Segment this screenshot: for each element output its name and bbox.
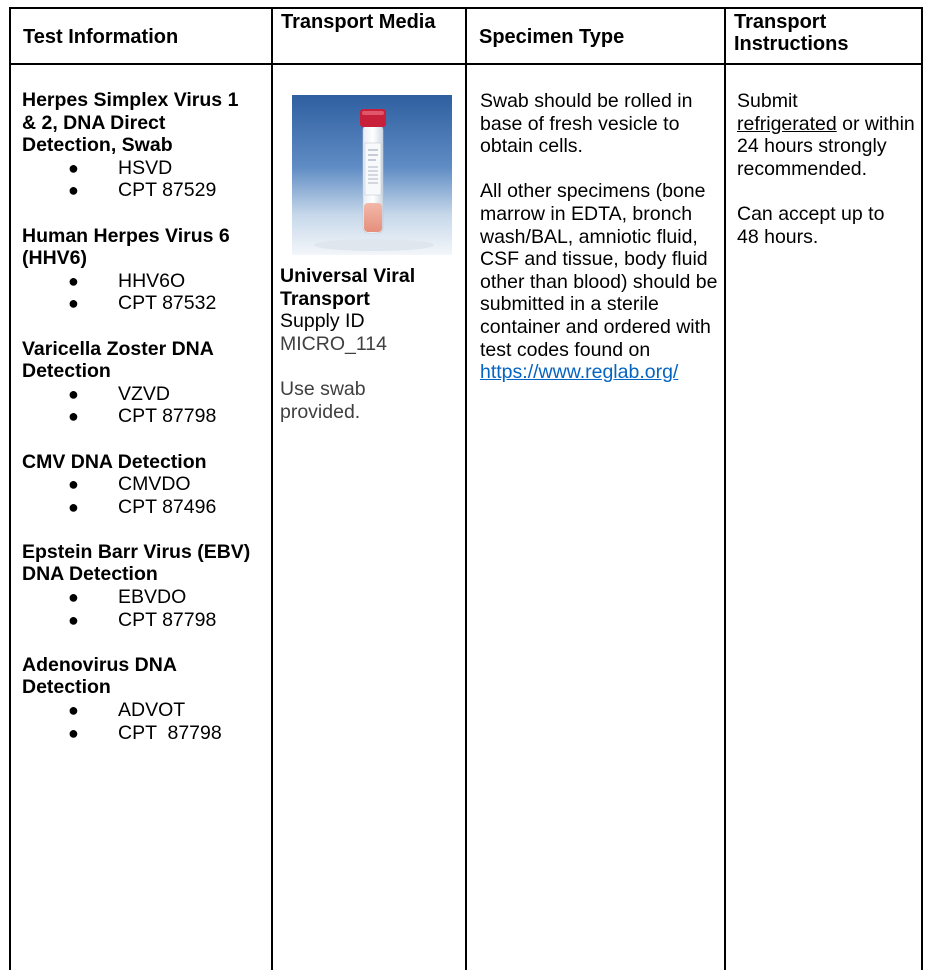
test-code: VZVD <box>118 382 171 405</box>
supply-id-value: MICRO_114 <box>280 332 387 355</box>
list-item <box>22 405 265 428</box>
viral-transport-tube-icon <box>292 95 452 255</box>
test-information-cell <box>10 64 272 970</box>
cpt-code: CPT 87798 <box>118 608 217 631</box>
header-test-information: Test Information <box>10 8 272 64</box>
list-item <box>22 473 265 496</box>
bullet-icon: ● <box>68 722 79 743</box>
specimen-type-cell <box>466 64 725 970</box>
test-entry <box>22 89 265 202</box>
specimen-instruction-swab: Swab should be rolled in base of fresh vesicle to obtain cells. <box>480 90 693 158</box>
list-item <box>22 609 265 632</box>
refrigerated-text: refrigerated <box>737 112 837 135</box>
bullet-icon: ● <box>68 474 79 495</box>
transport-table <box>9 7 923 970</box>
bullet-icon: ● <box>68 700 79 721</box>
test-title: Adenovirus DNA Detection <box>22 653 177 699</box>
bullet-icon: ● <box>68 609 79 630</box>
cpt-code: CPT 87798 <box>118 721 222 744</box>
list-item <box>22 179 265 202</box>
test-codes-list <box>22 157 265 202</box>
transport-media-note: Use swab provided. <box>280 377 366 423</box>
reglab-link[interactable]: https://www.reglab.org/ <box>480 361 679 384</box>
list-item <box>22 383 265 406</box>
test-codes-list <box>22 586 265 631</box>
bullet-icon: ● <box>68 406 79 427</box>
bullet-icon: ● <box>68 180 79 201</box>
cpt-code: CPT 87532 <box>118 292 217 315</box>
test-entry <box>22 225 265 315</box>
list-item <box>22 586 265 609</box>
list-item <box>22 292 265 315</box>
header-specimen-type: Specimen Type <box>466 8 725 64</box>
test-entry <box>22 338 265 428</box>
list-item <box>22 699 265 722</box>
test-code: HSVD <box>118 156 173 179</box>
transport-media-name: Universal Viral Transport <box>280 265 416 310</box>
test-title: Epstein Barr Virus (EBV) DNA Detection <box>22 540 251 586</box>
test-entry <box>22 541 265 631</box>
test-code: HHV6O <box>118 269 186 292</box>
test-entry <box>22 654 265 744</box>
cpt-code: CPT 87529 <box>118 179 217 202</box>
bullet-icon: ● <box>68 293 79 314</box>
table-row <box>10 64 922 970</box>
test-code: CMVDO <box>118 473 191 496</box>
list-item <box>22 496 265 519</box>
bullet-icon: ● <box>68 270 79 291</box>
test-code: ADVOT <box>118 699 186 722</box>
accept-48-hours-text: Can accept up to 48 hours. <box>737 202 885 248</box>
test-title: Varicella Zoster DNA Detection <box>22 337 214 383</box>
list-item <box>22 270 265 293</box>
submit-text: Submit <box>737 90 798 112</box>
specimen-instruction-other: All other specimens (bone marrow in EDTA, bronch wash/BAL, amniotic fluid, CSF and tissue, body fluid other than blood) should be submitted in a sterile container and ordered with test codes found on <box>480 180 718 361</box>
supply-id-label: Supply ID <box>280 310 365 333</box>
test-codes-list <box>22 383 265 428</box>
header-transport-media: Transport Media <box>272 8 466 64</box>
within-24-hours-text: or within 24 hours strongly recommended. <box>737 112 915 180</box>
test-title: Human Herpes Virus 6 (HHV6) <box>22 224 230 270</box>
transport-instructions-cell <box>725 64 922 970</box>
header-row <box>10 8 922 64</box>
test-codes-list <box>22 270 265 315</box>
cpt-code: CPT 87496 <box>118 495 217 518</box>
test-codes-list <box>22 699 265 744</box>
test-codes-list <box>22 473 265 518</box>
transport-media-cell <box>272 64 466 970</box>
list-item <box>22 157 265 180</box>
cpt-code: CPT 87798 <box>118 405 217 428</box>
bullet-icon: ● <box>68 496 79 517</box>
header-transport-instructions: Transport Instructions <box>725 8 922 64</box>
bullet-icon: ● <box>68 587 79 608</box>
test-title: CMV DNA Detection <box>22 450 207 473</box>
test-entry <box>22 451 265 519</box>
test-title: Herpes Simplex Virus 1 & 2, DNA Direct Detection, Swab <box>22 89 239 157</box>
transport-instruction-text <box>737 90 917 180</box>
list-item <box>22 722 265 745</box>
bullet-icon: ● <box>68 157 79 178</box>
bullet-icon: ● <box>68 383 79 404</box>
test-code: EBVDO <box>118 586 187 609</box>
